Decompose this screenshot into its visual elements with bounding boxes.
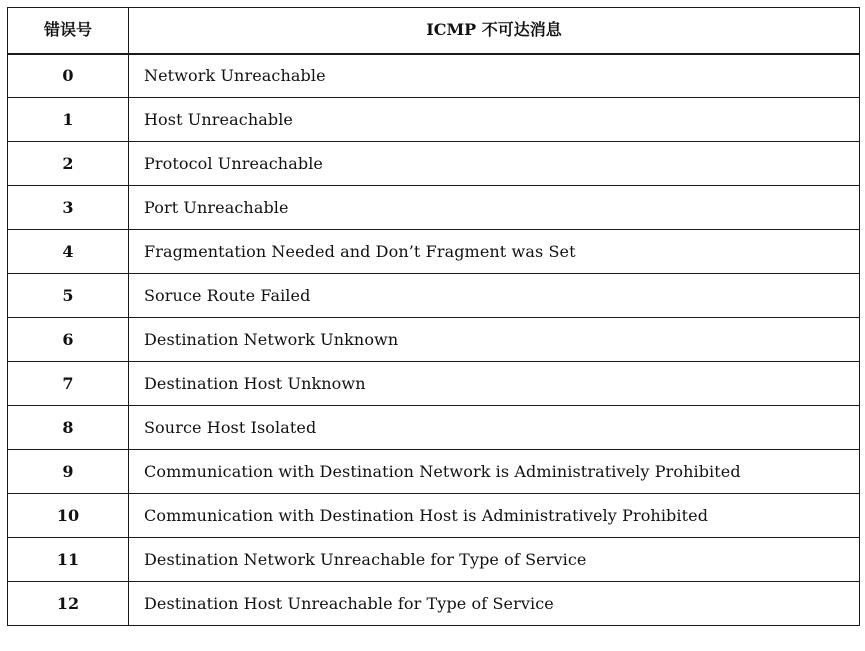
message-cell: Destination Host Unreachable for Type of Service (129, 582, 860, 626)
table-row (8, 538, 860, 582)
message-cell: Host Unreachable (129, 98, 860, 142)
message-cell: Destination Network Unreachable for Type of Service (129, 538, 860, 582)
error-code-cell: 3 (8, 186, 129, 230)
message-cell: Network Unreachable (129, 54, 860, 98)
table-row (8, 450, 860, 494)
message-cell: Soruce Route Failed (129, 274, 860, 318)
error-code-cell: 4 (8, 230, 129, 274)
table-body (8, 54, 860, 626)
table-header (8, 8, 860, 54)
header-row (8, 8, 860, 54)
error-code-cell: 10 (8, 494, 129, 538)
error-code-cell: 2 (8, 142, 129, 186)
message-cell: Communication with Destination Network is Administratively Prohibited (129, 450, 860, 494)
error-code-cell: 7 (8, 362, 129, 406)
header-error-code: 错误号 (8, 8, 129, 54)
error-code-cell: 12 (8, 582, 129, 626)
error-code-cell: 6 (8, 318, 129, 362)
table-row (8, 406, 860, 450)
message-cell: Source Host Isolated (129, 406, 860, 450)
table-row (8, 54, 860, 98)
table-row (8, 582, 860, 626)
icmp-unreachable-table (7, 7, 860, 626)
error-code-cell: 9 (8, 450, 129, 494)
error-code-cell: 8 (8, 406, 129, 450)
error-code-cell: 5 (8, 274, 129, 318)
table-row (8, 318, 860, 362)
message-cell: Communication with Destination Host is Administratively Prohibited (129, 494, 860, 538)
error-code-cell: 1 (8, 98, 129, 142)
message-cell: Fragmentation Needed and Don’t Fragment was Set (129, 230, 860, 274)
message-cell: Protocol Unreachable (129, 142, 860, 186)
table-row (8, 274, 860, 318)
table-row (8, 362, 860, 406)
table-row (8, 98, 860, 142)
header-icmp-message: ICMP 不可达消息 (129, 8, 860, 54)
error-code-cell: 0 (8, 54, 129, 98)
table-row (8, 186, 860, 230)
error-code-cell: 11 (8, 538, 129, 582)
message-cell: Destination Network Unknown (129, 318, 860, 362)
table-row (8, 230, 860, 274)
message-cell: Destination Host Unknown (129, 362, 860, 406)
message-cell: Port Unreachable (129, 186, 860, 230)
table-row (8, 142, 860, 186)
table-row (8, 494, 860, 538)
